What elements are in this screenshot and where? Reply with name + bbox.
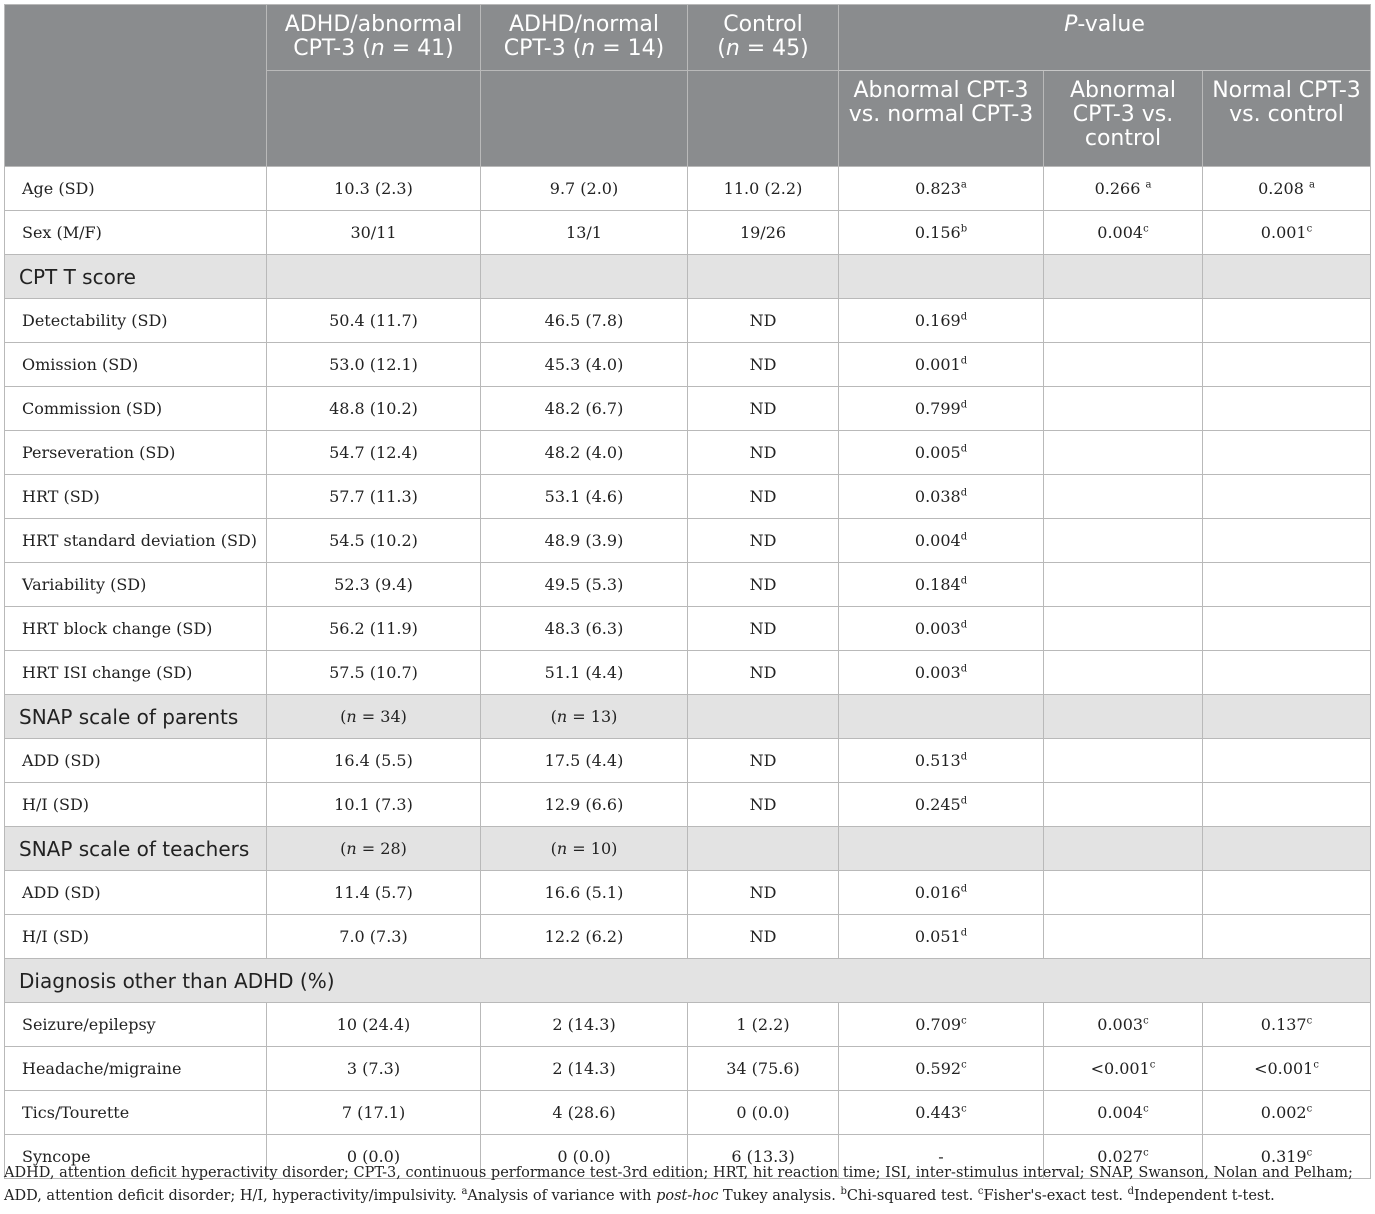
table-row: Tics/Tourette 7 (17.1) 4 (28.6) 0 (0.0) 0.443$^c$ 0.004$^c$ 0.002$^c$: [5, 1091, 1371, 1135]
results-table: [4, 4, 1371, 1179]
section-row-snap-parents: SNAP scale of parents (n = 34) (n = 13): [5, 695, 1371, 739]
table-row: Perseveration (SD) 54.7 (12.4) 48.2 (4.0) ND 0.005$^d$: [5, 431, 1371, 475]
header-abn-vs-normal: Abnormal CPT-3 vs. normal CPT-3: [839, 71, 1044, 167]
header-adhd-abnormal: ADHD/abnormal CPT-3 (n = 41): [267, 5, 481, 71]
header-abn-vs-control: Abnormal CPT-3 vs. control: [1044, 71, 1203, 167]
section-row-cpt: CPT T score: [5, 255, 1371, 299]
header-pvalue: P-value: [839, 5, 1371, 71]
table-row: H/I (SD) 10.1 (7.3) 12.9 (6.6) ND 0.245$^d$: [5, 783, 1371, 827]
section-row-diagnosis: Diagnosis other than ADHD (%): [5, 959, 1371, 1003]
table-row: Seizure/epilepsy 10 (24.4) 2 (14.3) 1 (2.2) 0.709$^c$ 0.003$^c$ 0.137$^c$: [5, 1003, 1371, 1047]
table-row: Syncope 0 (0.0) 0 (0.0) 6 (13.3) - 0.027$^c$ 0.319$^c$: [5, 1135, 1371, 1179]
table-footnote: ADHD, attention deficit hyperactivity disorder; CPT-3, continuous performance test-3rd edition; HRT, hit reaction time; ISI, inter-stimulus interval; SNAP, Swanson, Nolan and Pelham; ADD, attention deficit disorder; H/I, hyperactivity/impulsivity. $^a$Analysis of variance with post-hoc Tukey analysis. $^b$Chi-squared test. $^c$Fisher's-exact test. $^d$Independent t-test.: [4, 1165, 1353, 1204]
table-row: Commission (SD) 48.8 (10.2) 48.2 (6.7) ND 0.799$^d$: [5, 387, 1371, 431]
table-row: HRT standard deviation (SD) 54.5 (10.2) 48.9 (3.9) ND 0.004$^d$: [5, 519, 1371, 563]
table-row: Omission (SD) 53.0 (12.1) 45.3 (4.0) ND 0.001$^d$: [5, 343, 1371, 387]
header-sub-blank-2: [481, 71, 688, 167]
table-row: Sex (M/F) 30/11 13/1 19/26 0.156$^b$ 0.004$^c$ 0.001$^c$: [5, 211, 1371, 255]
header-adhd-normal: ADHD/normal CPT-3 (n = 14): [481, 5, 688, 71]
table-row: H/I (SD) 7.0 (7.3) 12.2 (6.2) ND 0.051$^d$: [5, 915, 1371, 959]
table-row: HRT ISI change (SD) 57.5 (10.7) 51.1 (4.4) ND 0.003$^d$: [5, 651, 1371, 695]
header-normal-vs-control: Normal CPT-3 vs. control: [1203, 71, 1371, 167]
table-row: ADD (SD) 16.4 (5.5) 17.5 (4.4) ND 0.513$^d$: [5, 739, 1371, 783]
header-sub-blank-3: [688, 71, 839, 167]
header-control: Control (n = 45): [688, 5, 839, 71]
table-row: HRT (SD) 57.7 (11.3) 53.1 (4.6) ND 0.038$^d$: [5, 475, 1371, 519]
table-row: ADD (SD) 11.4 (5.7) 16.6 (5.1) ND 0.016$^d$: [5, 871, 1371, 915]
table-row: Variability (SD) 52.3 (9.4) 49.5 (5.3) ND 0.184$^d$: [5, 563, 1371, 607]
header-blank: [5, 5, 267, 167]
table-row: Age (SD) 10.3 (2.3) 9.7 (2.0) 11.0 (2.2) 0.823$^a$ 0.266 $^a$ 0.208 $^a$: [5, 167, 1371, 211]
table-row: Headache/migraine 3 (7.3) 2 (14.3) 34 (75.6) 0.592$^c$ <0.001$^c$ <0.001$^c$: [5, 1047, 1371, 1091]
header-sub-blank-1: [267, 71, 481, 167]
table-row: Detectability (SD) 50.4 (11.7) 46.5 (7.8) ND 0.169$^d$: [5, 299, 1371, 343]
section-row-snap-teachers: SNAP scale of teachers (n = 28) (n = 10): [5, 827, 1371, 871]
table-row: HRT block change (SD) 56.2 (11.9) 48.3 (6.3) ND 0.003$^d$: [5, 607, 1371, 651]
